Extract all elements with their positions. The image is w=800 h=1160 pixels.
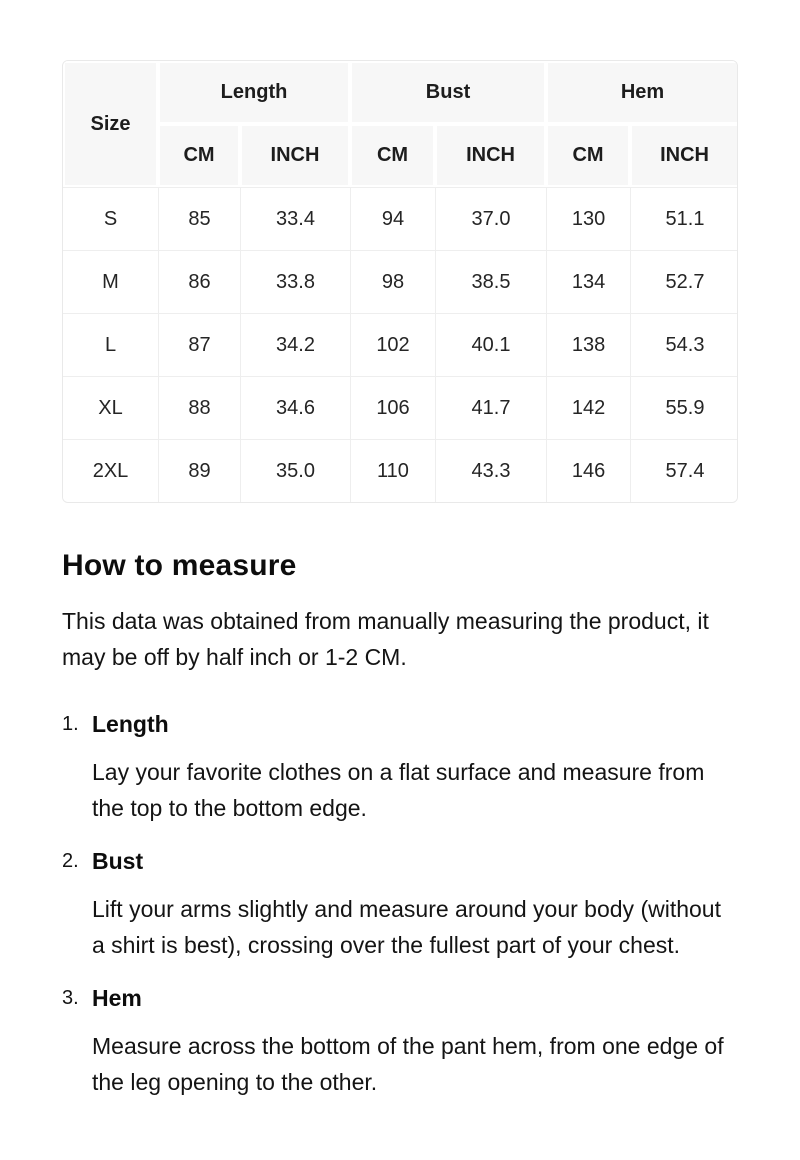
- header-bust-inch: INCH: [435, 124, 546, 187]
- value-cell: 102: [350, 313, 435, 376]
- value-cell: 88: [158, 376, 240, 439]
- value-cell: 38.5: [435, 250, 546, 313]
- value-cell: 52.7: [630, 250, 738, 313]
- value-cell: 57.4: [630, 439, 738, 502]
- size-cell: M: [63, 250, 158, 313]
- size-chart-table: [63, 61, 738, 502]
- value-cell: 142: [546, 376, 630, 439]
- value-cell: 35.0: [240, 439, 350, 502]
- header-hem: Hem: [546, 61, 738, 124]
- header-length-cm: CM: [158, 124, 240, 187]
- table-row-l: [63, 313, 738, 376]
- step-number: 1.: [62, 713, 79, 735]
- step-term: Bust: [92, 848, 144, 874]
- table-row-xl: [63, 376, 738, 439]
- value-cell: 37.0: [435, 187, 546, 250]
- header-length: Length: [158, 61, 350, 124]
- header-hem-inch: INCH: [630, 124, 738, 187]
- header-bust: Bust: [350, 61, 546, 124]
- value-cell: 134: [546, 250, 630, 313]
- size-cell: XL: [63, 376, 158, 439]
- step-description: Lift your arms slightly and measure around your body (without a shirt is best), crossing over the fullest part of your chest.: [92, 896, 721, 958]
- step-number: 2.: [62, 850, 79, 872]
- value-cell: 55.9: [630, 376, 738, 439]
- value-cell: 94: [350, 187, 435, 250]
- step-description: Lay your favorite clothes on a flat surface and measure from the top to the bottom edge.: [92, 759, 705, 821]
- how-to-measure-intro: This data was obtained from manually measuring the product, it may be off by half inch or 1-2 CM.: [62, 608, 709, 670]
- measure-step-hem: [62, 983, 738, 1103]
- table-row-m: [63, 250, 738, 313]
- table-row-s: [63, 187, 738, 250]
- value-cell: 40.1: [435, 313, 546, 376]
- header-length-inch: INCH: [240, 124, 350, 187]
- value-cell: 87: [158, 313, 240, 376]
- size-cell: L: [63, 313, 158, 376]
- value-cell: 33.4: [240, 187, 350, 250]
- step-term: Hem: [92, 985, 142, 1011]
- how-to-measure-title: How to measure: [62, 549, 297, 582]
- value-cell: 130: [546, 187, 630, 250]
- measure-step-bust: [62, 846, 738, 966]
- size-cell: 2XL: [63, 439, 158, 502]
- value-cell: 86: [158, 250, 240, 313]
- value-cell: 106: [350, 376, 435, 439]
- value-cell: 51.1: [630, 187, 738, 250]
- value-cell: 138: [546, 313, 630, 376]
- value-cell: 41.7: [435, 376, 546, 439]
- size-chart: [62, 60, 738, 503]
- table-row-2xl: [63, 439, 738, 502]
- measure-steps-list: [62, 709, 738, 1103]
- step-description: Measure across the bottom of the pant hem, from one edge of the leg opening to the other.: [92, 1033, 724, 1095]
- value-cell: 43.3: [435, 439, 546, 502]
- value-cell: 34.2: [240, 313, 350, 376]
- value-cell: 54.3: [630, 313, 738, 376]
- value-cell: 98: [350, 250, 435, 313]
- size-cell: S: [63, 187, 158, 250]
- header-size: Size: [63, 61, 158, 187]
- value-cell: 34.6: [240, 376, 350, 439]
- header-bust-cm: CM: [350, 124, 435, 187]
- step-number: 3.: [62, 987, 79, 1009]
- value-cell: 85: [158, 187, 240, 250]
- value-cell: 110: [350, 439, 435, 502]
- step-term: Length: [92, 711, 169, 737]
- size-chart-header: [63, 61, 738, 187]
- value-cell: 146: [546, 439, 630, 502]
- value-cell: 33.8: [240, 250, 350, 313]
- measure-step-length: [62, 709, 738, 829]
- size-chart-body: [63, 187, 738, 502]
- value-cell: 89: [158, 439, 240, 502]
- header-hem-cm: CM: [546, 124, 630, 187]
